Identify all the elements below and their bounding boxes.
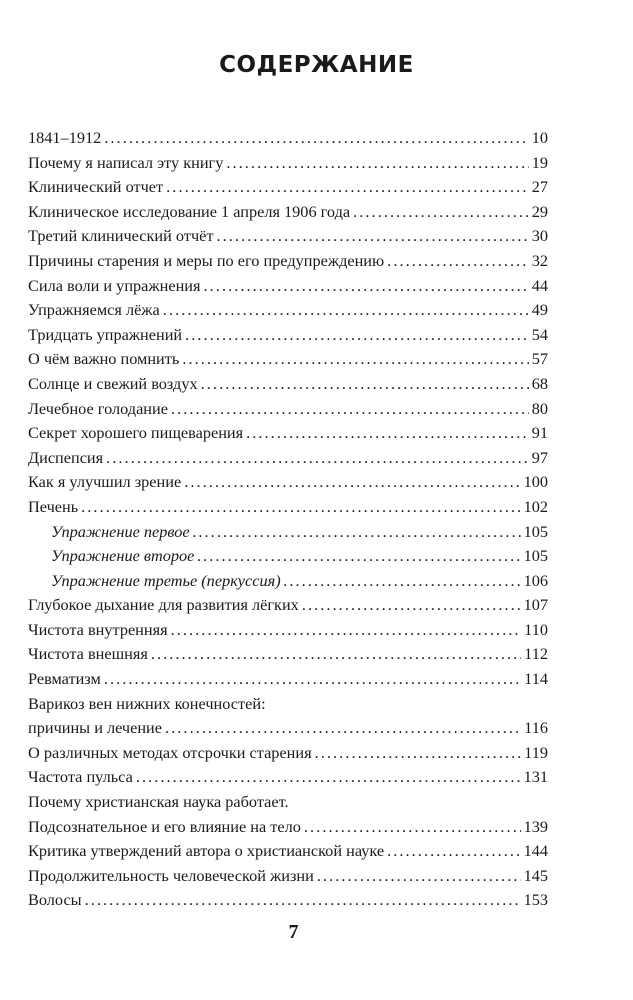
toc-entry <box>28 569 548 594</box>
dot-leader <box>304 815 521 840</box>
dot-leader <box>217 224 529 249</box>
toc-entry-title: Чистота внешняя <box>28 644 148 664</box>
toc-entry-page: 32 <box>531 250 548 270</box>
toc-entry <box>28 593 548 618</box>
dot-leader <box>284 569 521 594</box>
toc-entry-page: 100 <box>523 472 548 492</box>
dot-leader <box>193 520 521 545</box>
toc-entry-page: 80 <box>531 398 548 418</box>
toc-entry-page: 114 <box>524 669 548 689</box>
toc-entry-page: 110 <box>524 619 548 639</box>
toc-entry <box>28 200 548 225</box>
toc-entry <box>28 224 548 249</box>
toc-entry <box>28 790 548 815</box>
toc-entry <box>28 470 548 495</box>
toc-entry <box>28 446 548 471</box>
toc-entry <box>28 864 548 889</box>
toc-entry-page: 57 <box>531 349 548 369</box>
toc-entry-title: Волосы <box>28 890 82 910</box>
toc-entry-page: 144 <box>523 841 548 861</box>
toc-entry <box>28 249 548 274</box>
toc-entry <box>28 397 548 422</box>
toc-entry <box>28 495 548 520</box>
dot-leader <box>104 667 521 692</box>
toc-entry <box>28 274 548 299</box>
toc-entry <box>28 741 548 766</box>
toc-entry-page: 19 <box>531 152 548 172</box>
toc-entry-title: Третий клинический отчёт <box>28 226 214 246</box>
dot-leader <box>353 200 529 225</box>
toc-entry-page: 116 <box>524 718 548 738</box>
toc-entry-title: Тридцать упражнений <box>28 324 183 344</box>
toc-entry-page: 131 <box>523 767 548 787</box>
toc-entry-title: Клиническое исследование 1 апреля 1906 года <box>28 201 351 221</box>
toc-entry-title: Сила воли и упражнения <box>28 275 201 295</box>
dot-leader <box>387 839 520 864</box>
toc-entry-title: Почему я написал эту книгу <box>28 152 224 172</box>
toc-entry-page: 105 <box>523 521 548 541</box>
toc-entry <box>28 126 548 151</box>
dot-leader <box>197 544 520 569</box>
toc-entry <box>28 618 548 643</box>
dot-leader <box>81 495 520 520</box>
toc-entry-title: Упражнение первое <box>51 521 190 541</box>
toc-entry <box>28 151 548 176</box>
dot-leader <box>104 126 528 151</box>
toc-entry <box>28 667 548 692</box>
toc-entry-title: Солнце и свежий воздух <box>28 373 198 393</box>
toc-entry-page: 145 <box>523 865 548 885</box>
toc-entry <box>28 421 548 446</box>
toc-entry-page: 112 <box>524 644 548 664</box>
toc-entry-title: Ревматизм <box>28 669 101 689</box>
dot-leader <box>166 175 529 200</box>
toc-entry-title: О различных методах отсрочки старения <box>28 742 312 762</box>
toc-entry-title: Лечебное голодание <box>28 398 168 418</box>
dot-leader <box>151 642 521 667</box>
toc-entry-page: 44 <box>531 275 548 295</box>
toc-entry-page: 97 <box>531 447 548 467</box>
toc-entry-title: Чистота внутренняя <box>28 619 168 639</box>
toc-entry-page: 102 <box>523 496 548 516</box>
dot-leader <box>136 765 521 790</box>
dot-leader <box>246 421 529 446</box>
toc-entry-title: Причины старения и меры по его предупреждению <box>28 250 385 270</box>
toc-entry-title: Печень <box>28 496 79 516</box>
toc-entry <box>28 692 548 717</box>
dot-leader <box>185 323 529 348</box>
toc-entry-title: Продолжительность человеческой жизни <box>28 865 314 885</box>
page-number: 7 <box>288 921 299 943</box>
toc-entry-title: 1841–1912 <box>28 128 102 147</box>
toc-entry <box>28 323 548 348</box>
toc-entry-title: Варикоз вен нижних конечностей: <box>28 693 266 713</box>
dot-leader <box>204 274 529 299</box>
toc-entry-title: причины и лечение <box>28 718 162 738</box>
dot-leader <box>165 716 521 741</box>
toc-entry <box>28 765 548 790</box>
toc-entry-title: Частота пульса <box>28 767 133 787</box>
toc-entry-page: 119 <box>524 742 548 762</box>
toc-entry <box>28 815 548 840</box>
table-of-contents <box>28 126 548 913</box>
toc-entry <box>28 298 548 323</box>
toc-entry <box>28 347 548 372</box>
toc-entry-title: Почему христианская наука работает. <box>28 792 289 812</box>
toc-entry-title: Подсознательное и его влияние на тело <box>28 816 301 836</box>
toc-entry-page: 68 <box>531 373 548 393</box>
dot-leader <box>171 397 529 422</box>
toc-entry-page: 29 <box>531 201 548 221</box>
toc-entry-page: 10 <box>531 128 548 147</box>
dot-leader <box>315 741 522 766</box>
toc-entry <box>28 642 548 667</box>
toc-entry-page: 54 <box>531 324 548 344</box>
toc-entry-title: Секрет хорошего пищеварения <box>28 423 244 443</box>
dot-leader <box>201 372 529 397</box>
dot-leader <box>182 347 528 372</box>
toc-entry-title: О чём важно помнить <box>28 349 180 369</box>
dot-leader <box>317 864 521 889</box>
dot-leader <box>184 470 520 495</box>
toc-entry <box>28 888 548 913</box>
dot-leader <box>163 298 529 323</box>
toc-entry-page: 91 <box>531 423 548 443</box>
toc-entry <box>28 716 548 741</box>
toc-entry-page: 106 <box>523 570 548 590</box>
toc-entry-title: Глубокое дыхание для развития лёгких <box>28 595 299 615</box>
toc-entry-page: 139 <box>523 816 548 836</box>
dot-leader <box>171 618 522 643</box>
dot-leader <box>85 888 521 913</box>
toc-entry-title: Как я улучшил зрение <box>28 472 182 492</box>
toc-entry-title: Упражняемся лёжа <box>28 300 160 320</box>
toc-entry <box>28 372 548 397</box>
toc-entry-title: Клинический отчет <box>28 177 164 197</box>
dot-leader <box>226 151 528 176</box>
toc-entry <box>28 520 548 545</box>
toc-entry <box>28 839 548 864</box>
toc-entry-page: 105 <box>523 546 548 566</box>
toc-entry-page: 153 <box>523 890 548 910</box>
toc-entry-page: 107 <box>523 595 548 615</box>
toc-entry-title: Упражнение третье (перкуссия) <box>51 570 281 590</box>
dot-leader <box>387 249 529 274</box>
dot-leader <box>106 446 529 471</box>
toc-entry-page: 30 <box>531 226 548 246</box>
toc-entry-title: Критика утверждений автора о христианской науке <box>28 841 385 861</box>
toc-entry-page: 27 <box>531 177 548 197</box>
dot-leader <box>302 593 521 618</box>
toc-entry <box>28 544 548 569</box>
toc-entry-title: Упражнение второе <box>51 546 195 566</box>
page-title: СОДЕРЖАНИЕ <box>219 52 414 78</box>
toc-entry-page: 49 <box>531 300 548 320</box>
toc-entry <box>28 175 548 200</box>
toc-entry-title: Диспепсия <box>28 447 104 467</box>
